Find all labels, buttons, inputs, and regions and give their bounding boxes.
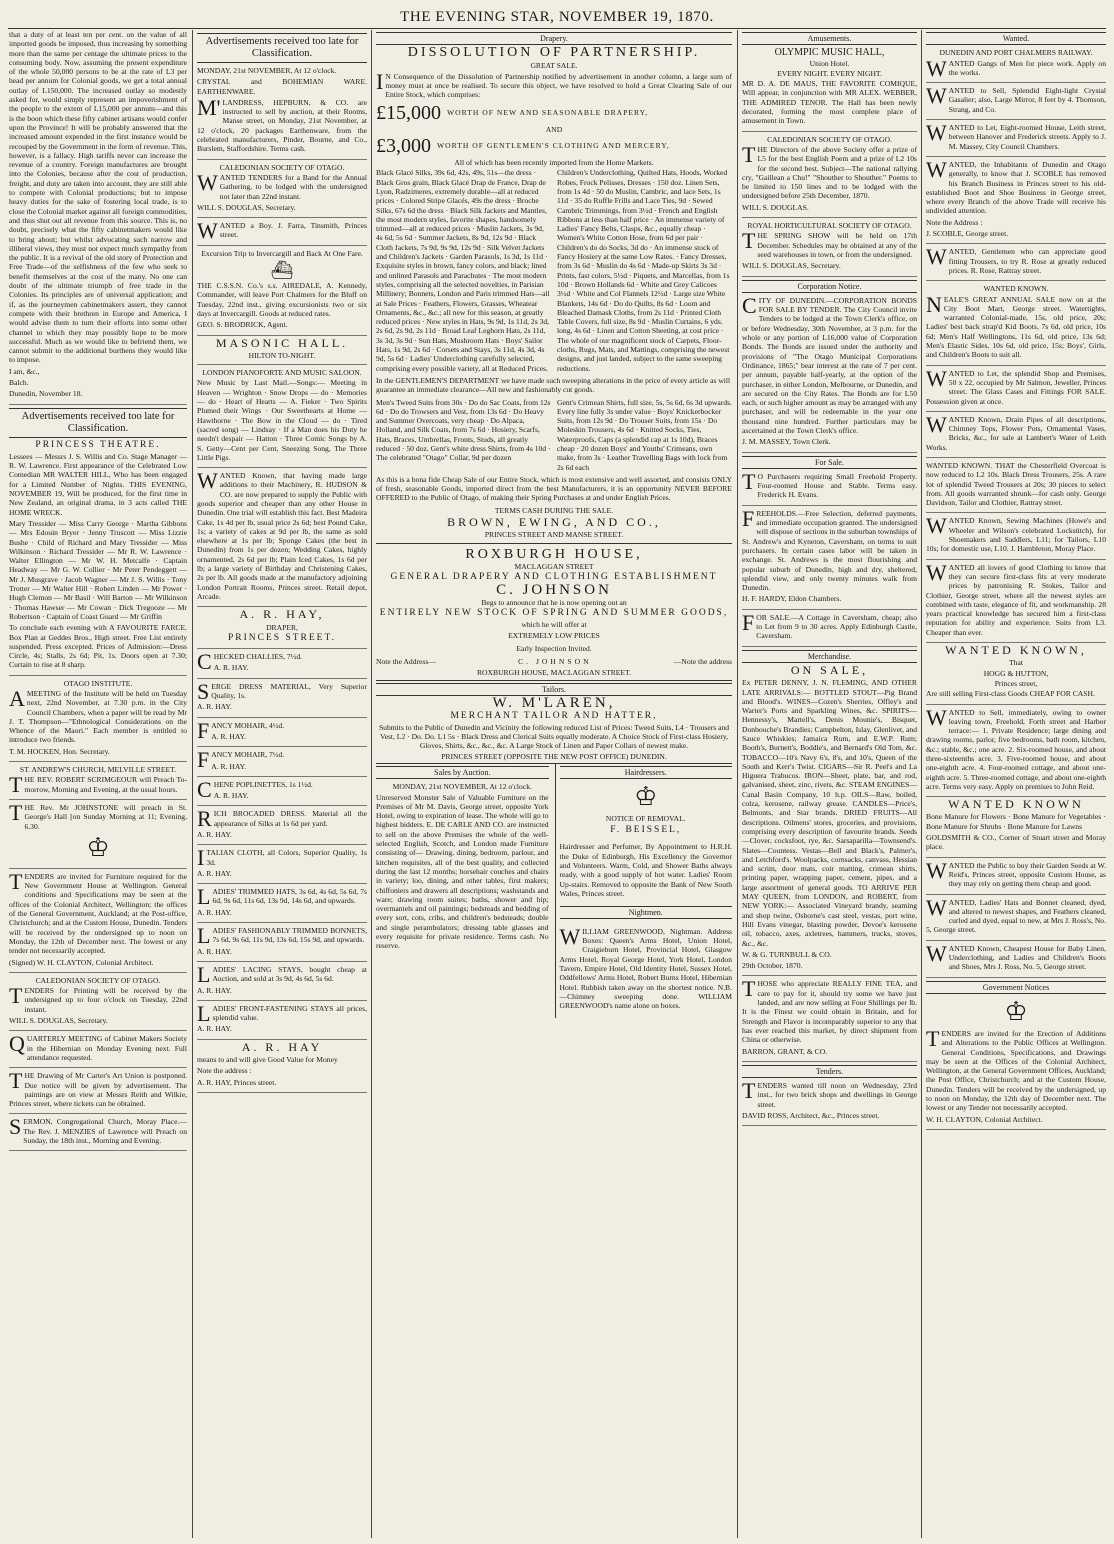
item-text: SERGE DRESS MATERIAL, Very Superior Quality, 1s. bbox=[197, 678, 367, 704]
cottage-sale-ad bbox=[742, 609, 917, 647]
art-union-ad bbox=[9, 1068, 187, 1114]
boy-wanted-ad bbox=[197, 218, 367, 246]
ad-body: WANTED to Let, Eight-roomed House, Leith street, between Hanover and Frederick streets. Apply to J. M. Massey, City Council Chambers. bbox=[926, 120, 1106, 151]
column-rule bbox=[737, 30, 738, 1538]
masthead bbox=[0, 6, 1114, 28]
ad-street: MACLAGGAN STREET bbox=[514, 561, 594, 571]
garden-seeds-ad bbox=[926, 857, 1106, 895]
letter-body: that a duty of at least ten per cent. on the value of all imported goods be imposed, thus increasing by something more than the same per centage the ultimate prices to the consuming body. Now, assuming the present expenditure of the whole 50,000 persons to be at the rate of L3 per head per annum for Colonial goods, we get a total annual outlay of L150,000. The increased outlay so modestly asked for, would simply represent an impoverishment of the people to the extent of L15,000 per annum—and this is the boon which these fifty cabinet artisans would confer upon the Province! It will be probably answered that the increased amount expended in the first instance would be recouped by the Government in the form of revenue. This, however, is a fallacy. High tariffs never can increase the revenue of a country. Foreign manufactures are brought into the Colonies, because after the cost of production, freight, and duty are taken into account, they are still able to compete with Colonial productions; but to impose heavy duties for the sake of fostering local trade, is to close the Colonial market against all foreign commodities, and thus shut out all revenue from this source. This is, no doubt, precisely what the fifty cabinetmakers would like to bring about; but whilst advocating such narrow and illiberal views, they must not expect much sympathy from the public. It is a revival of the old story of Protection and Free Trade—of the selfishness of the few who seek to benefit themselves at the cost of the many. No one can doubt of the ultimate triumph of free trade in the Colonies. Its principles are of universal application; and if, as the journeymen cabinetmakers assert, they cannot compete with their brethren in Europe and America, I would advise them to turn their efforts into some other channel to which they may possibly hope to be more successful. Much as we would like to befriend them, we cannot submit to the additional burthens they would like to impose. bbox=[9, 30, 187, 365]
scoble-ad bbox=[926, 156, 1106, 244]
royal-crest-icon: ♔ bbox=[1004, 996, 1028, 1026]
item-signature: A. R. HAY. bbox=[197, 946, 232, 956]
firm-name: BROWN, EWING, AND CO., bbox=[447, 515, 661, 530]
ad-title: ROXBURGH HOUSE, bbox=[465, 546, 643, 562]
ad-title: CALEDONIAN SOCIETY OF OTAGO. bbox=[35, 975, 161, 985]
section-header: Tenders. bbox=[742, 1065, 917, 1078]
price-list bbox=[376, 168, 732, 373]
item-signature: A. R. HAY. bbox=[197, 868, 232, 878]
ad-body: TO Purchasers requiring Small Freehold Property. Four-roomed House and Stable. Terms easy. Frederick H. Evans. bbox=[742, 468, 917, 500]
ad-body: That bbox=[1009, 658, 1023, 668]
ad-body: AMEETING of the Institute will be held on Tuesday next, 22nd November, at 7.30 p.m. in the City Council Chambers, when a paper will be read by Mr J. T. Thompson—"Ethnological Considerations on the Whence of the Maori." Each member is entitled to introduce two friends. bbox=[9, 686, 187, 745]
item-text: CHENE POPLINETTES, 1s 1½d. bbox=[197, 776, 313, 802]
fine-tea-ad bbox=[742, 976, 917, 1061]
freeholds-selection-ad bbox=[742, 505, 917, 610]
ad-body: Are still selling First-class Goods CHEAP FOR CASH. bbox=[926, 689, 1095, 699]
column-1 bbox=[6, 30, 190, 1538]
section-header: Hairdressers. bbox=[560, 766, 733, 779]
ad-body: ENTIRELY NEW STOCK OF SPRING AND SUMMER GOODS, bbox=[379, 608, 729, 619]
ad-title: ST. ANDREW'S CHURCH, MELVILLE STREET. bbox=[19, 765, 177, 775]
gents-list-right: Gent's Crimean Shirts, full size, 5s, 5s 6d, 6s 3d upwards. Every line fully 3s under value · Boys' Knickerbocker Suits, from 12s 9d · Do Trouser Suits, from 15s · Do Moleskin Trousers, 4s 6d · Knitted Socks, Ties, Waterproofs, Caps (a splendid cap at 1s 10d), Braces cheap · 20 dozen Boys' and Youths' Crimeans, own make, from 3s · Leather Travelling Bags with lock from 2s 6d each bbox=[557, 397, 732, 472]
royal-crest-icon: ♔ bbox=[634, 782, 658, 812]
freehold-sell-ad bbox=[926, 704, 1106, 798]
list-item bbox=[197, 961, 367, 1001]
ad-title: OLYMPIC MUSIC HALL, bbox=[774, 47, 885, 59]
ad-body: WANTED Gangs of Men for piece work. Apply on the works. bbox=[926, 55, 1106, 81]
list-item bbox=[197, 776, 367, 807]
ad-signature: W. & G. TURNBULL & CO. bbox=[742, 949, 832, 959]
list-item bbox=[197, 717, 367, 748]
section-header: For Sale. bbox=[742, 456, 917, 469]
column-rule bbox=[192, 30, 193, 1538]
hay-item-list bbox=[197, 649, 367, 1040]
ad-body: TENDERS for Printing will be received by the undersigned up to four o'clock on Tuesday, 22nd instant. bbox=[9, 983, 187, 1014]
ad-title: ROYAL HORTICULTURAL SOCIETY OF OTAGO. bbox=[747, 221, 912, 231]
caledonian-poem-ad bbox=[742, 135, 917, 218]
ad-subtitle: DRAPER, bbox=[266, 622, 298, 632]
princess-theatre-ad bbox=[9, 441, 187, 676]
ad-title: NOTICE OF REMOVAL. bbox=[605, 814, 686, 824]
ad-note: Note the Address : bbox=[926, 217, 983, 227]
list-item bbox=[197, 806, 367, 845]
ad-title: CALEDONIAN SOCIETY OF OTAGO. bbox=[767, 134, 892, 144]
ad-subtitle: HILTON TO-NIGHT. bbox=[248, 350, 316, 360]
hogg-hutton-ad bbox=[926, 643, 1106, 704]
section-header: Nightmen. bbox=[560, 906, 733, 919]
house-to-let-ad bbox=[926, 120, 1106, 157]
ad-address: Princes street, bbox=[994, 678, 1038, 688]
caledonian-printing-ad bbox=[9, 976, 187, 1031]
freehold-ad bbox=[742, 468, 917, 506]
ad-title: WANTED KNOWN. bbox=[983, 284, 1049, 294]
note-right: —Note the address bbox=[673, 657, 732, 667]
ad-title: MASONIC HALL. bbox=[215, 335, 349, 350]
ad-title: LONDON PIANOFORTE AND MUSIC SALOON. bbox=[202, 368, 362, 378]
government-tenders-ad bbox=[926, 1025, 1106, 1130]
ad-title: ON SALE, bbox=[790, 662, 869, 677]
ad-body: means to and will give Good Value for Money bbox=[197, 1055, 338, 1065]
ad-body: THE Rev. Mr JOHNSTONE will preach in St. George's Hall [on Sunday Morning at 11; Evening, 6.30. bbox=[9, 799, 187, 831]
hudson-cakes-ad bbox=[197, 468, 367, 607]
ad-body: WANTED TENDERS for a Band for the Annual Gathering, to be lodged with the undersigned not later than 22nd instant. bbox=[197, 169, 367, 201]
ad-subtitle: GREAT SALE. bbox=[530, 60, 578, 70]
ad-signature: H. F. HARDY, Eldon Chambers. bbox=[742, 594, 842, 604]
railway-ad bbox=[926, 48, 1106, 83]
ad-body: WANTED Known, Sewing Machines (Howe's and Wheeler and Wilson's celebrated Lockstitch), for Shoemakers and Saddlers, L11; for Tailors, L10 10s; for domestic use, L10. J. Hambleton, Moray Place. bbox=[926, 513, 1106, 554]
brick-shops-tender-ad bbox=[742, 1078, 917, 1126]
bonnet-cleaning-ad bbox=[926, 894, 1106, 941]
ad-title: W. M'LAREN, bbox=[492, 695, 616, 712]
ad-signature: A. R. HAY, Princes street. bbox=[197, 1077, 277, 1087]
section-header: Merchandise. bbox=[742, 650, 917, 663]
ad-signature: T. M. HOCKEN, Hon. Secretary. bbox=[9, 746, 110, 756]
column-3 bbox=[373, 30, 735, 1538]
ad-body: WANTED Known, that having made large additions to their Machinery, R. HUDSON & CO. are now prepared to supply the Public with goods superior and cheaper than any other House in Dunedin. One trial will establish this fact. Best Madeira Cake, 1s 4d per lb, usual price 2s 6d; best Pound Cake, 1s; a variety of cakes at 9d per lb, the same as sold elsewhere at 1s per lb; Sponge Cakes (the best in Dunedin) from 1s per dozen; Wedding Cakes, highly ornamented, 2s 6d per lb; Plain Iced Cakes, 1s 6d per lb; a large variety of Birthday and Christening Cakes, 2s per lb. All goods made at the manufactory adjoining London Portrait Rooms, Princes street. Retail depot, Arcade. bbox=[197, 468, 367, 601]
ad-signature: WILL S. DOUGLAS. bbox=[742, 202, 809, 212]
clothing-ad bbox=[926, 559, 1106, 643]
cast-list: Mary Tressider — Miss Carry George · Martha Gibbons — Mrs Edouin Bryer · Jenny Truscott — Miss Lizzie Bushe · Child of Richard and Mary Tressider — Miss Wilkinson · Richard Tressider — Mr R. W. Lawrence · Walter Ellington — Mr W. H. Metcalfe · Captain Headway — Mr G. W. Collier · Mr Peter Pendeggett — Mr J. Musgrave · Jacob Wagner — Mr J. S. Willis · Tony Trotter — Mr Walter Hill · Robert Linden — Mr Power · Hugh Clemon — Mr Basil · Will Barton — Mr Wilkinson · Thomas Hawser — Mr Cowan · Dick Tregooze — Mr Robertson · Captain of Coast Guard — Mr Griffin bbox=[9, 518, 187, 621]
ad-street: PRINCES STREET. bbox=[228, 632, 336, 643]
ad-body: Unreserved Monster Sale of Valuable Furniture on the Premises of Mr M. Davis, George street, opposite York Hotel, owing to expiration of lease. The whole will go to highest bidders. E. DE CARLE AND CO. are instructed to sell on the above Premises the whole of the well-selected English, Scotch, and London made Furniture consisting of— Drawing, dining, bedroom, parlour, and kitchen requisites, all of the best quality, and collected during the last 12 months; horsehair couches and chairs in variety; loo, dining, and other tables, first makers; chiffoniers and drawers all descriptions; washstands and ware; drawing room suites; baths, shower and hip; overmantels and oil paintings; bedsteads and bedding of every sort, cots, cribs, and children's bedsteads; double and single perambulators; dressing table glasses and every requisite for private residence. Terms cash. No reserve. bbox=[376, 792, 549, 951]
steamship-icon: ⛴ bbox=[270, 260, 294, 281]
crystal-ware-auction bbox=[197, 66, 367, 160]
item-text: LADIES' FRONT-FASTENING STAYS all prices, splendid value. bbox=[197, 1000, 367, 1026]
ad-address: PRINCES STREET (OPPOSITE THE NEW POST OFFICE) DUNEDIN. bbox=[441, 751, 667, 761]
sale-date: MONDAY, 21st NOVEMBER, At 12 o'clock. bbox=[197, 66, 337, 75]
column-2 bbox=[194, 30, 370, 1538]
ad-body: Lessees — Messrs J. S. Willis and Co. Stage Manager — R. W. Lawrence. First appearance of the Celebrated Low Comedian MR WALTER HILL, Who has been engaged for a Limited Number of Nights. THIS EVENING, NOVEMBER 19, Will be produced, for the first time in New Zealand, an original drama, in 3 acts called THE HOME WRECK. bbox=[9, 451, 187, 517]
hay-draper-ad bbox=[197, 607, 367, 649]
item-signature: A. R. HAY. bbox=[197, 985, 232, 995]
ad-body: TENDERS are invited for the Erection of Additions and Alterations to the Public Offices at Wellington. General Conditions, Specifications, and Drawings may be seen at the Offices of the Colonial Architect, Wellington, at the General Government Offices, Auckland; the Post Office, Christchurch; and at the Custom House, Dunedin. Tenders will be received by the undersigned, up to noon on Monday, the 12th day of December next. The lowest or any Tender not necessarily accepted. bbox=[926, 1025, 1106, 1113]
ad-body: CITY OF DUNEDIN.—CORPORATION BONDS FOR SALE BY TENDER. The City Council invite Tenders to be lodged at the Town Clerk's office, on or before Wednesday, 30th November, at 3 p.m. for the whole or any portion of L16,000 value of Corporation Bonds. The Bonds are issued under the authority and provisions of "The Otago Municipal Corporations Ordinance, 1865;" bear interest at the rate of 7 per cent. per annum, payable half-yearly, at the option of the purchaser, in either London, Melbourne, or Dunedin, and are secured on the City Rates. The Bonds are for L50 each, or such higher amount as may be arranged with any purchaser, and will be redeemable in the year one thousand nine hundred. Further particulars may be ascertained at the Town Clerk's office. bbox=[742, 292, 917, 435]
item-signature: A. R. HAY. bbox=[197, 1024, 232, 1034]
ad-body: To conclude each evening with A FAVOURITE FARCE. Box Plan at Geddes Bros., High street. Free List entirely suspended. Press excepted. Prices of Admission:—Dress Circle, 4s; Stalls, 2s 6d; Pit, 1s. Doors open at 7.30; Curtain to rise at 8 sharp. bbox=[9, 623, 187, 670]
gents-intro: In the GENTLEMEN'S DEPARTMENT we have made such sweeping alterations in the price of every article as will guarantee an immediate clearance—All new and fashionably cut goods. bbox=[376, 375, 731, 395]
amount-text: WORTH OF GENTLEMEN'S CLOTHING AND MERCERY, bbox=[437, 141, 670, 151]
amount-value: £3,000 bbox=[376, 135, 431, 158]
ad-body: M'LANDRESS, HEPBURN, & CO. are instructed to sell by auction, at their Rooms, Manse street, on Monday, 21st November, at 12 o'clock, 20 packages Earthenware, from the celebrated manufacturers, Pinder, Bourne, and Co., Burslem, Staffordshire. Terms cash. bbox=[197, 94, 367, 154]
furniture-tenders-ad bbox=[9, 868, 187, 973]
ad-body: THE REV. ROBERT SCRIMGEOUR will Preach To-morrow, Morning and Evening, at the usual hours. bbox=[9, 772, 187, 798]
drain-pipes-ad bbox=[926, 411, 1106, 458]
ad-signature: WILL S. DOUGLAS, Secretary. bbox=[742, 261, 841, 271]
item-text: CHECKED CHALLIES, 7½d. bbox=[197, 649, 303, 675]
ad-body: WANTED to Sell, Splendid Eight-light Crystal Gasalier; also, Large Mirror, 8 feet by 4. Thomson, Strang, and Co. bbox=[926, 83, 1106, 114]
item-text: LADIES' FASHIONABLY TRIMMED BONNETS, 7s 6d, 9s 6d, 11s 9d, 13s 6d, 15s 9d, and upwards. bbox=[197, 923, 367, 949]
olympic-music-hall-ad bbox=[742, 48, 917, 131]
hay-value-ad bbox=[197, 1039, 367, 1093]
section-header: Drapery. bbox=[376, 32, 732, 45]
pianoforte-saloon-ad bbox=[197, 368, 367, 468]
item-text: RICH BROCADED DRESS. Material all the appearance of Silks at 1s 6d per yard. bbox=[197, 806, 367, 832]
ad-title: WANTED KNOWN bbox=[948, 797, 1084, 812]
ad-body: WANTED, the Inhabitants of Dunedin and Otago generally, to know that J. SCOBLE has removed his Branch Business in Princes street to his old-established Boot and Shoe Business in George street, where every Branch of the above Trade will receive his undivided attention. bbox=[926, 156, 1106, 216]
inspection-text: Early Inspection Invited. bbox=[516, 644, 592, 654]
ad-title: WANTED KNOWN, bbox=[945, 643, 1087, 658]
import-line: All of which has been recently imported from the Home Markets. bbox=[454, 158, 654, 168]
ad-body: THE Drawing of Mr Carter's Art Union is postponed. Due notice will be given by advertisement. The paintings are on view at Messrs Reith and Wilkie, Princes street, where tickets can be obtained. bbox=[9, 1068, 187, 1109]
price-list-left: Black Glacé Silks, 39s 6d, 42s, 49s, 51s—the dress · Black Gros grain, Black Glacé Drap de France, Drap de Lyon, Radzimeres, extremely durable—all at reduced prices · Colored Stripe Glacés, 49s the dress · Broche Silks, 67s 6d the dress · Black Silk Jackets and Mantles, the most modern styles, favorite shapes, handsomely trimmed—all at reduced prices · Muslin Jackets, 3s 9d, 4s 6d, 5s 6d · Summer Jackets, 8s 9d, 12s 9d · Black Cloth Jackets, 7s 9d, 9s 9d, 12s 9d · Silk Velvet Jackets and Children's Jackets · Garden Parasols, 1s 3d, 1s 11d · Exquisite styles in brown, fancy colors, and black; lined and unlined Parasols and Parachutes · The most modern styles, comprising all the selected novelties, in Parisian Millinery; Bonnets, London and Paris trimmed Hats—all at Sale Prices · Feathers, Flowers, Grasses, Wheatear Ornaments, &c., &c.; all new for this season, at greatly reduced prices · New styles in Hats, 9s 9d, 1s 11d, 2s 3d, 2s 6d, 2s 9d, 2s 11d · Broad Leaf Leghorn Hats, 2s 11d, 3s 3d, 3s 9d · Sun Hats, Mushroom Hats · Boys' Sailor Hats, 1s 9d, 2s 6d · Corsets and Stays, 3s 11d, 4s 3d, 4s 9d, 5s 6d · Ladies' Underclothing carefully selected, comprising every possible variety, all at Reduced Prices. bbox=[376, 168, 550, 373]
section-header: Government Notices bbox=[926, 981, 1106, 994]
ad-body: THE Directors of the above Society offer a prize of L5 for the best English Poem and a prize of L2 10s for the second best. Subject—The national rallying cry, "Gaillean a Chu!" "Shouther to Shouther." Poems to be limited to 150 lines and to be lodged with the undersigned before 25th December, 1870. bbox=[742, 141, 917, 201]
firm-address: PRINCES STREET AND MANSE STREET. bbox=[376, 530, 732, 543]
ad-title: A. R. HAY, bbox=[239, 607, 325, 622]
baby-linen-ad bbox=[926, 940, 1106, 978]
ad-body: QUARTERLY MEETING of Cabinet Makers Society in the Hibernian on Monday Evening next. Full attendance requested. bbox=[9, 1031, 187, 1062]
amount-text: WORTH OF NEW AND SEASONABLE DRAPERY, bbox=[447, 108, 649, 118]
address-line bbox=[376, 657, 732, 666]
ad-body: THE C.S.S.N. Co.'s s.s. AIREDALE, A. Kennedy, Commander, will leave Port Chalmers for the Bluff on Tuesday, 22nd inst., giving excursionists two or six days at Invercargill. Goods at reduced rates. bbox=[197, 281, 367, 318]
ad-date: 29th October, 1870. bbox=[742, 961, 803, 971]
ad-subtitle: Union Hotel. bbox=[809, 58, 850, 68]
ad-body: WANTED, Gentlemen who can appreciate good fitting Trousers, to try R. Rose at greatly reduced prices. R. Rose, Rattray street. bbox=[926, 244, 1106, 275]
ad-signature: GOLDSMITH & CO., Corner of Stuart street and Moray place. bbox=[926, 833, 1106, 852]
otago-institute-ad bbox=[9, 679, 187, 762]
ad-body: EXTREMELY LOW PRICES bbox=[508, 630, 600, 640]
auction-date: MONDAY, 21st NOVEMBER, At 12 o'clock. bbox=[392, 782, 532, 792]
ad-body: WANTED a Boy. J. Farra, Tinsmith, Princes street. bbox=[197, 218, 367, 244]
ad-body: THE SPRING SHOW will be held on 17th December. Schedules may be obtained at any of the seed warehouses in town, or from the undersigned. bbox=[742, 228, 917, 259]
item-text: ITALIAN CLOTH, all Colors, Superior Quality, 1s 3d. bbox=[197, 845, 367, 871]
ad-title: DISSOLUTION OF PARTNERSHIP. bbox=[407, 45, 701, 61]
column-rule bbox=[371, 30, 372, 1538]
column-4 bbox=[739, 30, 920, 1538]
ad-body: WANTED Known, Drain Pipes of all descriptions, Chimney Tops, Flower Pots, Ornamental Vases, Bricks, &c., for sale at Lambert's Water of Leith Works. bbox=[926, 411, 1106, 452]
ad-title: OTAGO INSTITUTE. bbox=[63, 678, 133, 688]
note-left: Note the Address— bbox=[376, 657, 436, 667]
ad-signature: WILL S. DOUGLAS, Secretary. bbox=[9, 1016, 108, 1026]
excursion-ad bbox=[197, 249, 367, 336]
ad-subtitle: EVERY NIGHT. EVERY NIGHT. bbox=[777, 68, 882, 78]
list-item bbox=[197, 678, 367, 718]
classification-header: Advertisements received too late for Classification. bbox=[9, 408, 187, 438]
list-item bbox=[197, 747, 367, 777]
and-text: AND bbox=[545, 124, 563, 134]
ad-title: PRINCESS THEATRE. bbox=[35, 439, 161, 450]
bona-fide-text: As this is a bona fide Cheap Sale of our Entire Stock, which is most extensive and well assorted, and consists ONLY of fresh, seasonable Goods, imported direct from the best Manufacturers, it is an opportunity NEVER BEFORE OFFERED to the Public of Otago, of making their Spring Purchases at and under English Prices. bbox=[376, 474, 732, 503]
item-signature: A. R. HAY. bbox=[211, 731, 247, 741]
ad-signature: DAVID ROSS, Architect, &c., Princes street. bbox=[742, 1110, 880, 1120]
item-text: FANCY MOHAIR, 4½d. bbox=[197, 717, 285, 743]
list-item bbox=[197, 649, 367, 679]
ad-body: SERMON, Congregational Church, Moray Place.—The Rev. J. MENZIES of Lawrence will Preach on Sunday, the 18th inst., Morning and Evening. bbox=[9, 1114, 187, 1145]
masonic-hall-ad bbox=[197, 335, 367, 366]
item-signature: A. R. HAY. bbox=[213, 663, 249, 673]
ad-address: ROXBURGH HOUSE, MACLAGGAN STREET. bbox=[376, 668, 732, 681]
ad-subtitle: GENERAL DRAPERY AND CLOTHING ESTABLISHMENT bbox=[390, 572, 718, 583]
horticultural-ad bbox=[742, 221, 917, 276]
ad-signature: W. H. CLAYTON, Colonial Architect. bbox=[926, 1114, 1043, 1124]
ad-subtitle: F. BEISSEL, bbox=[610, 824, 682, 835]
sermon-ad bbox=[9, 1114, 187, 1151]
classification-header: Advertisements received too late for Classification. bbox=[197, 33, 367, 63]
trousers-ad bbox=[926, 244, 1106, 281]
ad-signature: J. SCOBLE, George street. bbox=[926, 229, 1009, 239]
lower-columns bbox=[376, 763, 732, 1018]
ad-body: NEALE'S GREAT ANNUAL SALE now on at the City Boot Mart, George street. Watertights, warranted Colonial-made, 15s, old price, 20s; Ladies' best back strap'd Kid Boots, 7s 6d, old price, 10s 6d; Men's Half Wellingtons, 11s 6d, old price, 13s 6d; Men's Elastic Sides, 10s 6d, old price, 15s; Boys', Girls, and Children's Boots to suit all. bbox=[926, 291, 1106, 360]
johnstone-ad bbox=[9, 799, 187, 869]
royal-crest-icon: ♔ bbox=[86, 832, 110, 862]
gents-list bbox=[376, 398, 732, 472]
item-signature: A. R. HAY. bbox=[197, 830, 232, 839]
service-column bbox=[555, 764, 733, 1018]
ad-signature: J. M. MASSEY, Town Clerk. bbox=[742, 437, 831, 447]
sewing-machines-ad bbox=[926, 513, 1106, 559]
masthead-rule bbox=[8, 28, 1106, 29]
note-name: C. JOHNSON bbox=[518, 657, 592, 667]
gasalier-ad bbox=[926, 83, 1106, 120]
newspaper-title: THE EVENING STAR, NOVEMBER 19, 1870. bbox=[400, 9, 714, 25]
ad-body: TENDERS wanted till noon on Wednesday, 23rd inst., for two brick shops and dwellings in George street. bbox=[742, 1078, 917, 1109]
ad-body: WANTED Known, Cheapest House for Baby Linen, Underclothing, and Ladies and Children's Boots and Shoes, Mrs J. Ross, No. 5, George street. bbox=[926, 940, 1106, 972]
amount-line bbox=[376, 135, 732, 157]
letter-close: I am, &c., bbox=[9, 366, 40, 376]
ad-title: Excursion Trip to Invercargill and Back At One Fare. bbox=[201, 248, 363, 258]
ad-title: DUNEDIN AND PORT CHALMERS RAILWAY. bbox=[939, 48, 1093, 58]
ad-body: Bone Manure for Flowers · Bone Manure for Vegetables · Bone Manure for Shrubs · Bone Manure for Lawns bbox=[926, 812, 1106, 831]
ad-body: WANTED the Public to buy their Garden Seeds at W. Reid's, Princes street, opposite Custom House, as they may rely on getting them cheap and good. bbox=[926, 857, 1106, 889]
ad-body: New Music by Last Mail.—Songs:— Meeting in Heaven — Wrighton · Snow Drops — do · Memories — do · Heart of Hearts — A. Fieker · Two Spirits Plumed their Wings · Our Sweethearts at Home — Hawthorne · The Bow in the Cloud — do · Tired (sacred song) — Lindsay · If a Man does his Duty he needn't despair — Hatton · Three Comic Songs by A. S. Getty—Cent per Cent, Sneezing Song, The Three Little Pigs. bbox=[197, 378, 367, 462]
st-andrews-ad bbox=[9, 765, 187, 800]
item-signature: A. R. HAY. bbox=[197, 907, 232, 917]
ad-body: THOSE who appreciate REALLY FINE TEA, and care to pay for it, should try some we have just landed, and are now selling at Four Shillings per lb. It is the Finest we could obtain in Britain, and for Strength and Flavor is incomparably superior to any that has ever reached this market, by direct shipment from China or otherwise. bbox=[742, 976, 917, 1045]
section-header: Amusements. bbox=[742, 32, 917, 45]
ad-subtitle: MERCHANT TAILOR AND HATTER, bbox=[450, 710, 658, 721]
ad-body: TENDERS are invited for Furniture required for the New Government House at Wellington. General conditions and Specifications may be seen at the offices of the Colonial Architect, Wellington; the offices of the General Government, Auckland; at the Post-office, Christchurch; and at the Custom House, Dunedin. Tenders will be received by the undersigned up to noon on Monday, the 12th of December next. The lowest or any tender not necessarily accepted. bbox=[9, 868, 187, 956]
ad-body: which he will offer at bbox=[521, 620, 587, 630]
ad-body: Begs to announce that he is now opening out an bbox=[481, 597, 627, 607]
ad-signature: BARRON, GRANT, & CO. bbox=[742, 1046, 828, 1056]
section-header: Wanted. bbox=[926, 32, 1106, 45]
letter-signature: Balch. bbox=[9, 377, 29, 387]
section-header: Corporation Notice. bbox=[742, 280, 917, 293]
item-signature: A. R. HAY. bbox=[211, 761, 247, 771]
item-text: LADIES' TRIMMED HATS, 3s 6d, 4s 6d, 5s 6d, 7s 6d, 9s 6d, 11s 6d, 13s 9d, 14s 6d, and upwards. bbox=[197, 884, 367, 910]
ad-signature: (Signed) W. H. CLAYTON, Colonial Architect. bbox=[9, 957, 154, 967]
ad-body: WANTED KNOWN. THAT the Chesterfield Overcoat is now reduced to L2 10s. Black Dress Trousers, 25s. A rare lot of splendid Tweed Trousers at 20s; 30 pieces to select from. All goods warranted shrunk—for cash only. George Davidson, Tailor and Clothier, Rattray street. bbox=[926, 460, 1106, 508]
quarterly-meeting-ad bbox=[9, 1031, 187, 1068]
ad-body: MR D. A. DE MAUS, THE FAVORITE COMIQUE, Will appear, in conjunction with MR ALEX. WEBBER, THE ADMIRED TENOR. The Hall has been newly decorated, forming the most complete place of amusement in Town. bbox=[742, 79, 917, 126]
list-item bbox=[197, 1000, 367, 1040]
ad-body: Hairdresser and Perfumer, By Appointment to H.R.H. the Duke of Edinburgh, His Excellency the Governor and Volunteers. Warm, Cold, and Shower Baths always ready, with a good supply of hot water. Ladies' Room Up-stairs. Removed to opposite the Bank of New South Wales, Princes street. bbox=[559, 842, 732, 898]
shop-to-let-ad bbox=[926, 365, 1106, 412]
merchant-name: HOGG & HUTTON, bbox=[983, 668, 1049, 678]
ad-body: Ex PETER DENNY, J. N. FLEMING, AND OTHER LATE ARRIVALS:— BOTTLED STOUT—Pig Brand and Blood's. WINES—Cozen's Sherries, Offley's and Warter's Ports and Sparkling Wines, &c. SPIRITS—Hennessy's, Martell's, Denis Mounie's, Bisquet, Donbouche's Brandies; Campbelton, Islay, Glenlivet, and Sauce Whiskies; Jamaica Rum, and E.W.P. Rum; Booth's, Burnett's, Boddle's, and Bernard's Old Tom, &c. TOBACCO—10's Navy 6's, 8's, and 10's, Queen of the South and Kerr's Twist. CIGARS—Sir R. Peel's and La Higuera Trabucos. IRON—Sheet, plate, bar, and rod, galvanised, sheet, zinc, rivets, &c. STEAM ENGINES—Canal Basin Company, 10 h.p. OILS—Raw, boiled, colza, kerosene, railway grease. CANDLES—Price's, Belmonts, and Star brands. DRIED FRUITS—All descriptions. Oilmens' stores, groceries, and provisions, comprising every description of favourite brands. Seeds—Clover, cocksfoot, rye, &c. Sarsaparilla—Townsend's. Slates—Countess. Vestas—Bell and Black's, Palmer's, and Letchford's. Woolpacks, cornsacks, canvass, Hessian and scrim, door mats, coir matting, crimean shirts, printing paper, wrapping paper, cement, pipes, and a large assortment of general goods. TO ARRIVE PER MAY QUEEN, from LONDON, and ROBERT, from NEW YORK:— Associated Vineyard brandy, seaming and shop twine, Osborne's cast steel, vestas, port wine, Hill Evans vinegar, blasting powder, Devoe's kerosene oil, tobacco, axes, axletrees, hammers, trucks, stoves, &c., &c. bbox=[742, 678, 917, 948]
sale-goods: CRYSTAL and BOHEMIAN WARE. EARTHENWARE. bbox=[197, 77, 367, 96]
list-item bbox=[197, 923, 367, 962]
merchant-name: C. JOHNSON bbox=[496, 581, 612, 598]
ad-title: CALEDONIAN SOCIETY OF OTAGO. bbox=[219, 162, 345, 172]
neale-sale-ad bbox=[926, 284, 1106, 365]
auction-column bbox=[376, 764, 549, 1018]
item-signature: A. R. HAY. bbox=[197, 702, 232, 712]
gents-list-left: Men's Tweed Suits from 30s · Do do Sac Coats, from 12s 6d · Do do Trowsers and Vest, from 13s 6d · Do Heavy and Summer Overcoats, very cheap · Do Alpaca, Holland, and Silk Coats, from 7s 6d · Hosiery, Scarfs, Hats, Braces, Umbrellas, Fronts, Studs, all greatly reduced · 50 doz. Gent's white dress Shirts, from 4s 10d · The celebrated "Otago" Collar, 9d per dozen bbox=[376, 397, 551, 463]
ad-body: FOR SALE.—A Cottage in Caversham, cheap; also to Let from 9 to 30 acres. Apply Edinburgh Castle, Caversham. bbox=[742, 609, 917, 641]
list-item bbox=[197, 884, 367, 923]
item-text: FANCY MOHAIR, 7½d. bbox=[197, 747, 285, 773]
list-item bbox=[197, 845, 367, 884]
item-signature: A. R. HAY. bbox=[213, 791, 249, 801]
price-list-right: Children's Underclothing, Quilted Hats, Hoods, Worked Robes, Frock Pelisses, Dresses · 150 doz. Linen Sets, from 1s 4d · 50 do Muslin, Cambric, and lace Sets, 1s 11d · 35 do Ruffle Frills and Lace Ties, 9d · Sewed Cambric Trimmings, from 3½d · French and English Ribbons at less than half price · An immense variety of Ladies' Fancy Belts, Clasps, &c., equally cheap · Women's White Cotton Hose, from 6d per pair · Children's do do Socks, 3d do · An immense stock of Fancy Hosiery at the same Low Rates. · Fancy Dresses, from 3s 6d · Muslin do 4s 6d · Made-up Skirts 3s 3d · Prints, fast colors, 5½d · Piquets, and Marcellas, from 1s 10d · Brown Hollands 6d · White and Grey Calicoes 3½d · White and Col Flannels 12½d · Large size White Blankets, 14s 6d · Do do Quilts, 8s 6d · Loom and Bleached Damask Cloths, from 2s 11d · Printed Cloth Table Covers, full size, 8s 9d · Muslin Curtains, 6 yds. long, 4s 6d · Linen and Cotton Sheeting, at cost price · The whole of our magnificent stock of Carpets, Floor-cloths, Rugs, Mats, and Mattings, comprising the newest designs, and just landed, subject to the same sweeping reductions. bbox=[557, 168, 730, 373]
overcoat-ad bbox=[926, 461, 1106, 513]
amount-value: £15,000 bbox=[376, 101, 441, 124]
on-sale-ad bbox=[742, 662, 917, 977]
item-text: LADIES' LACING STAYS, bought cheap at Auction, and sold at 3s 9d, 4s 6d, 5s 6d. bbox=[197, 961, 367, 987]
ad-body: WANTED all lovers of good Clothing to know that they can secure first-class fits at very moderate prices by patronising R. Stokes, Tailor and Clothier, George street, where all the newest styles are combined with taste, elegance of fit, and workmanship. 28 years practical knowledge has secured him a first-class reputation for ability and experience. Suits from L3. Cheaper than ever. bbox=[926, 559, 1106, 637]
ad-signature: WILL S. DOUGLAS, Secretary. bbox=[197, 202, 296, 212]
ad-body: WANTED to Let, the splendid Shop and Premises, 50 x 22, occupied by Mr Salmon, Jeweller, Princes street. The Glass Cases and Fittings FOR SALE. Possession given at once. bbox=[926, 365, 1106, 406]
ad-body: WANTED, Ladies' Hats and Bonnet cleaned, dyed, and altered to newest shapes, and Feathers cleaned, curled and dyed, equal to new, at Mrs J. Ross's, No. 5, George street. bbox=[926, 894, 1106, 935]
terms-text: TERMS CASH DURING THE SALE. bbox=[494, 505, 614, 515]
bone-manure-ad bbox=[926, 797, 1106, 857]
ad-body: Submits to the Public of Dunedin and Vicinity the following reduced List of Prices: Tweed Suits, L4 · Trousers and Vest, L2 · Do. Do. L1 5s · Black Dress and Clerical Suits equally moderate. A Choice Stock of First-class Hosiery, Gloves, Shirts, &c., &c., &c. A Large Stock of Linen and Paper Collars of newest make. bbox=[378, 722, 730, 751]
ad-body: FREEHOLDS.—Free Selection, deferred payments, and immediate occupation granted. The undersigned will dispose of sections in the suburban townships of St. Andrew's and Kyneton, Caversham, on terms to suit purchasers. In certain cases labor will be taken in exchange. St. Andrews is the most flourishing and popular suburb of Dunedin, high and dry, sheltered, splendid view, and only twenty minutes walk from Dunedin. bbox=[742, 505, 917, 593]
ad-note: Note the address : bbox=[197, 1066, 252, 1076]
corporation-bonds-ad bbox=[742, 292, 917, 453]
ad-body: WILLIAM GREENWOOD, Nightman. Address Boxes: Queen's Arms Hotel, Union Hotel, Craigieburn Hotel, Provincial Hotel, Glasgow Arms Hotel, Royal George Hotel, York Hotel, London Tavern, Empire Hotel, Old Identity Hotel, Sussex Hotel, Oddfellows' Arms Hotel, Robert Burns Hotel, Hibernian Hotel. Rubbish taken away on the shortest notice. N.B.—Chimney sweeping done. WILLIAM GREENWOOD's name alone on boxes. bbox=[559, 923, 732, 1011]
ad-body: IN Consequence of the Dissolution of Partnership notified by advertisement in another column, a large sum of money must at once be realised. To secure this object, we have resolved to hold a Great Clearing Sale of our Entire Stock, which comprises: bbox=[376, 68, 732, 100]
ad-signature: GEO. S. BRODRICK, Agent. bbox=[197, 320, 288, 330]
section-header: Tailors. bbox=[376, 683, 732, 696]
ad-body: WANTED to Sell, immediately, owing to owner leaving town, Freehold, Forth street and Harbor terrace:— 1. Private Residence; large dining and drawing rooms, parlor, five bedrooms, bath room, kitchen, &c.; stable, &c.; one acre. 2. Six-roomed house, and about three-sixteenths acre. 3. Five-roomed house, and about one-eighth acre. 4. Four-roomed cottage, and about one-eighth acre. 5. Three-roomed cottage, and about one-eighth acre. Terms very easy. Apply on premises to John Reid. bbox=[926, 704, 1106, 791]
caledonian-band-ad bbox=[197, 163, 367, 218]
letter-to-editor bbox=[9, 30, 187, 405]
column-rule bbox=[921, 30, 922, 1538]
column-5 bbox=[923, 30, 1109, 1538]
section-header: Sales by Auction. bbox=[376, 766, 549, 779]
ad-title: A. R. HAY bbox=[241, 1039, 323, 1054]
amount-line bbox=[376, 102, 732, 124]
letter-date: Dunedin, November 18. bbox=[9, 389, 83, 399]
